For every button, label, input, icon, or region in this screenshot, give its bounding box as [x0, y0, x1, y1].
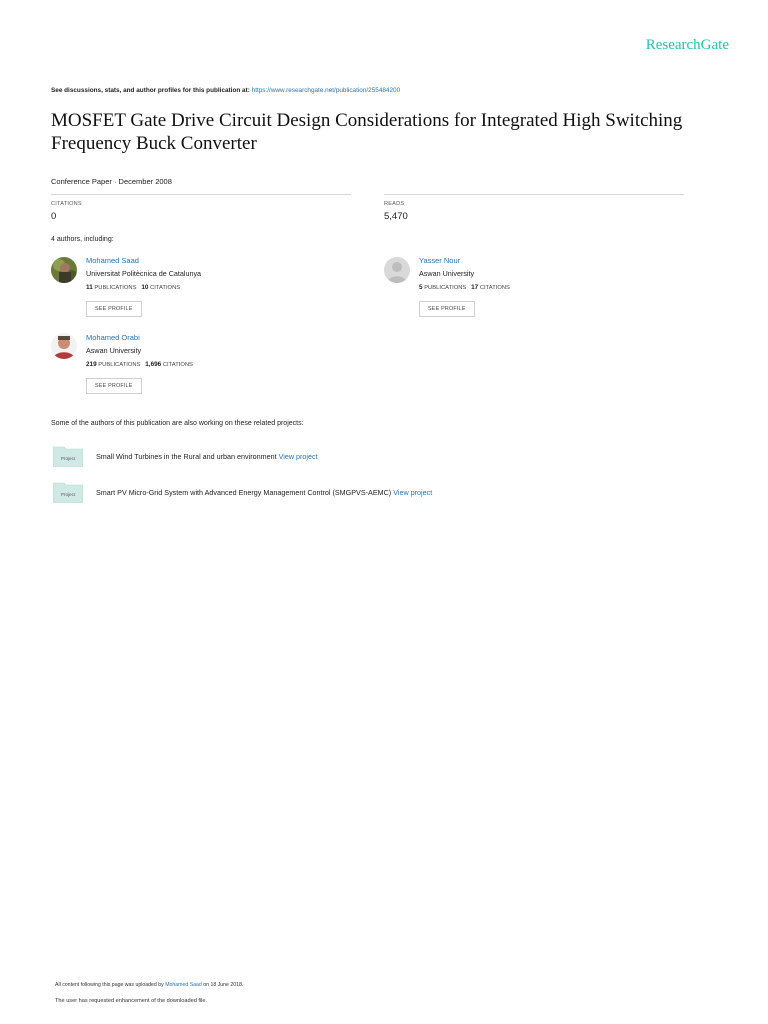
project-folder-icon[interactable] [53, 481, 83, 503]
project-folder-icon[interactable] [53, 445, 83, 467]
project-folder-label: Project [60, 456, 76, 461]
publication-url-link[interactable]: https://www.researchgate.net/publication/255484200 [251, 87, 401, 94]
researchgate-logo[interactable]: ResearchGate [645, 37, 729, 53]
project-folder-label: Project [60, 492, 76, 497]
citations-divider [51, 194, 351, 195]
author-institution: Aswan University [86, 346, 142, 355]
author-name-link[interactable]: Mohamed Orabi [86, 333, 140, 342]
see-profile-button[interactable]: SEE PROFILE [419, 301, 475, 317]
project-title: Smart PV Micro-Grid System with Advanced Energy Management Control (SMGPVS-AEMC) [96, 488, 392, 497]
author-avatar-photo[interactable] [51, 257, 77, 283]
reads-label: READS [384, 201, 405, 207]
project-title: Small Wind Turbines in the Rural and urban environment [96, 452, 277, 461]
citations-label: CITATIONS [51, 201, 82, 207]
reads-value: 5,470 [384, 211, 408, 222]
author-name-link[interactable]: Yasser Nour [419, 256, 461, 265]
author-counts: 11 PUBLICATIONS 10 CITATIONS [86, 284, 181, 291]
author-counts: 219 PUBLICATIONS 1,696 CITATIONS [86, 361, 193, 368]
see-profile-button[interactable]: SEE PROFILE [86, 378, 142, 394]
enhancement-note: The user has requested enhancement of the downloaded file. [55, 998, 208, 1004]
citations-value: 0 [51, 211, 57, 222]
default-avatar-icon[interactable] [384, 257, 410, 283]
discussion-line [51, 87, 400, 94]
author-institution: Universitat Politècnica de Catalunya [86, 269, 202, 278]
discussion-prefix: See discussions, stats, and author profiles for this publication at: [51, 87, 250, 94]
project-item [96, 452, 318, 461]
author-avatar-photo[interactable] [51, 333, 77, 359]
author-counts: 5 PUBLICATIONS 17 CITATIONS [419, 284, 510, 291]
reads-divider [384, 194, 684, 195]
paper-title: MOSFET Gate Drive Circuit Design Considerations for Integrated High Switching Frequency Buck Converter [51, 110, 683, 154]
paper-meta: Conference Paper · December 2008 [51, 177, 172, 186]
view-project-link[interactable]: View project [278, 452, 318, 461]
author-name-link[interactable]: Mohamed Saad [86, 256, 139, 265]
uploader-link[interactable]: Mohamed Saad [165, 982, 202, 988]
see-profile-button[interactable]: SEE PROFILE [86, 301, 142, 317]
authors-heading: 4 authors, including: [51, 236, 114, 243]
project-item [96, 488, 432, 497]
view-project-link[interactable]: View project [393, 488, 433, 497]
author-institution: Aswan University [419, 269, 475, 278]
projects-heading: Some of the authors of this publication are also working on these related projects: [51, 420, 304, 427]
upload-note: All content following this page was uploaded by Mohamed Saad on 18 June 2018. [55, 982, 244, 988]
